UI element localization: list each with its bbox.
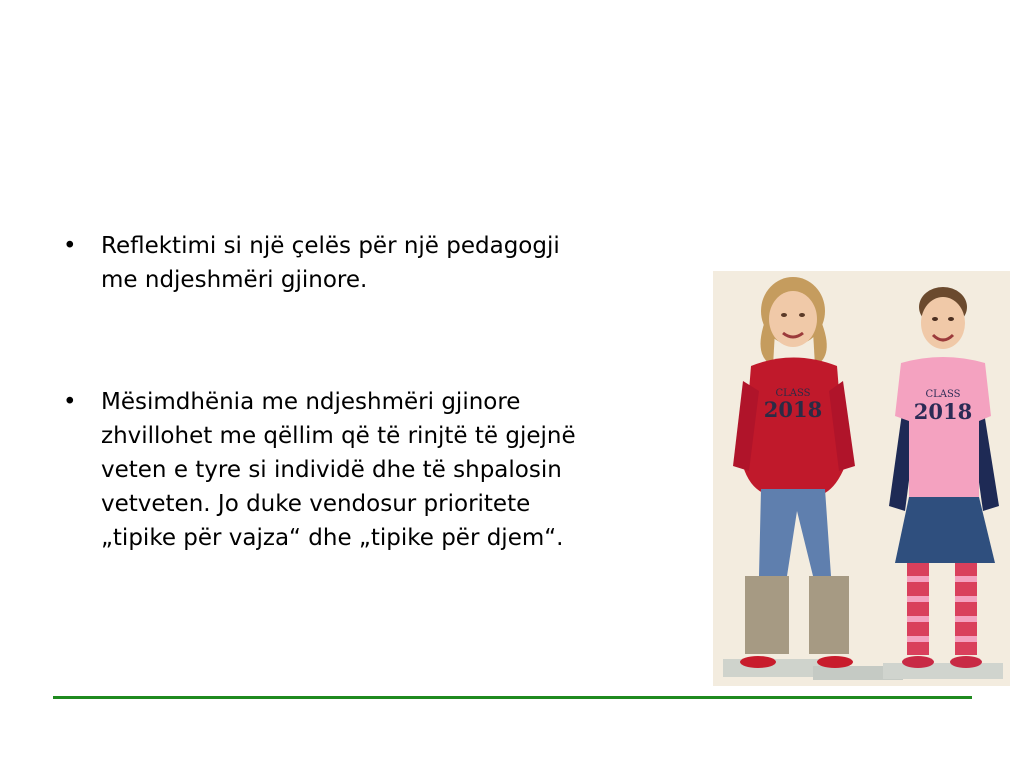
- children-photo: [713, 271, 1010, 686]
- children-illustration: [713, 271, 1010, 686]
- left-shirt-year: 2018: [763, 397, 823, 422]
- bullet-icon: •: [63, 233, 77, 259]
- bullet-list: [60, 229, 600, 555]
- bullet-icon: •: [63, 389, 77, 415]
- bullet-item: [60, 229, 600, 297]
- left-shirt-label: CLASS: [775, 388, 811, 399]
- bullet-text: Mësimdhënia me ndjeshmëri gjinore zhvillohet me qëllim që të rinjtë të gjejnë veten e tyre si individë dhe të shpalosin vetveten. Jo duke vendosur prioritete „tipike për vajza“ dhe „tipike për djem“.: [101, 389, 576, 551]
- bullet-item: [60, 385, 600, 555]
- right-shirt-year: 2018: [913, 399, 973, 424]
- books-right: [883, 663, 1003, 679]
- right-shirt-label: CLASS: [925, 389, 961, 400]
- footer-divider: [53, 696, 972, 699]
- bullet-text: Reflektimi si një çelës për një pedagogji me ndjeshmëri gjinore.: [101, 233, 560, 293]
